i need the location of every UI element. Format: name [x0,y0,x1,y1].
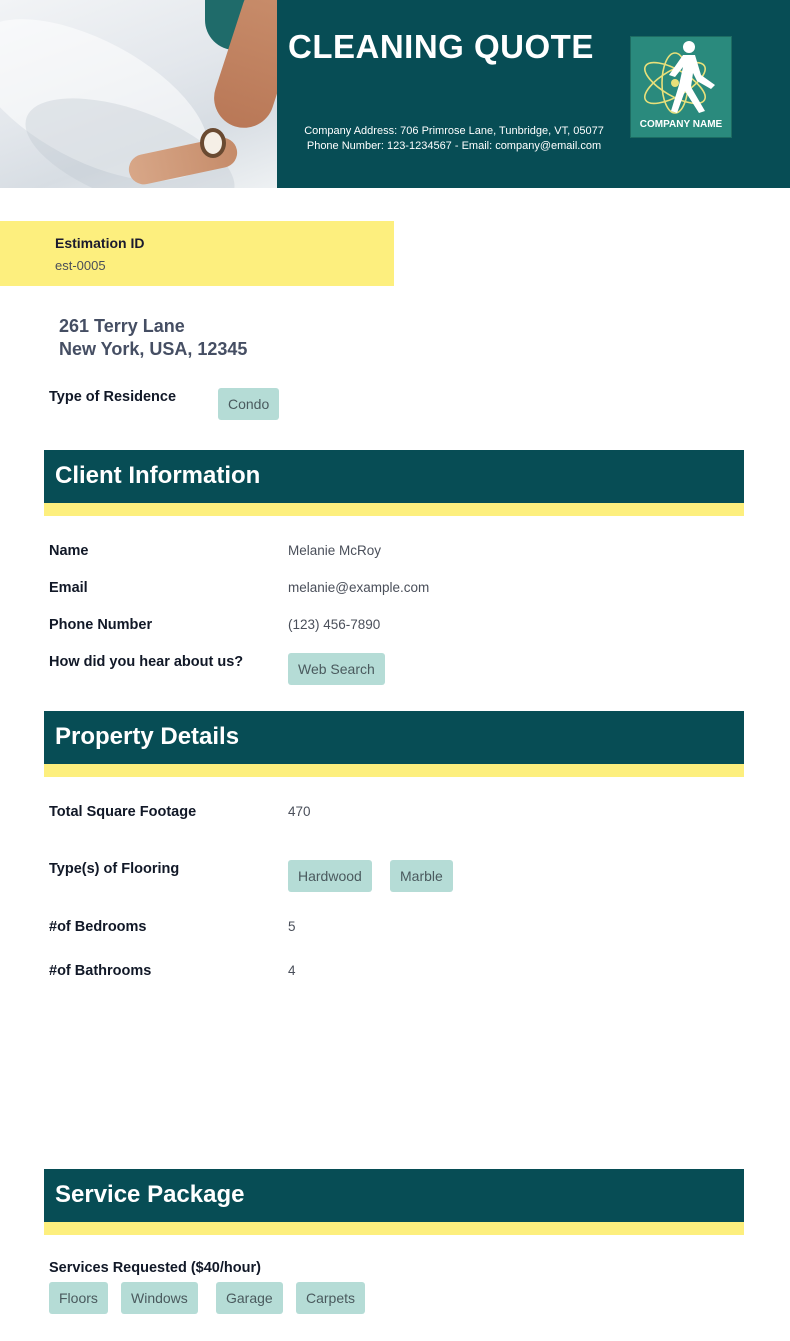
company-contact [290,124,618,154]
company-logo [630,36,732,138]
address-line2: New York, USA, 12345 [59,339,248,359]
bathrooms-value: 4 [288,963,296,978]
flooring-chip: Hardwood [288,860,372,892]
residence-chip: Condo [218,388,279,420]
name-label: Name [49,543,89,559]
property-section-header [44,711,744,777]
section-title: Property Details [55,723,240,750]
header-banner [0,0,790,188]
logo-text: COMPANY NAME [639,119,723,130]
company-address: Company Address: 706 Primrose Lane, Tunbridge, VT, 05077 [304,125,604,137]
email-label: Email [49,580,88,596]
flooring-label: Type(s) of Flooring [49,861,180,877]
service-address [59,315,247,361]
service-chip: Floors [49,1282,108,1314]
service-chip: Windows [121,1282,198,1314]
services-requested-label: Services Requested ($40/hour) [49,1260,261,1276]
bedrooms-value: 5 [288,919,296,934]
flooring-chip: Marble [390,860,453,892]
estimation-label: Estimation ID [55,235,145,251]
email-value: melanie@example.com [288,580,430,595]
hero-photo [0,0,277,188]
source-chip: Web Search [288,653,385,685]
watch-icon [200,128,226,158]
name-value: Melanie McRoy [288,543,382,558]
bathrooms-label: #of Bathrooms [49,963,152,979]
phone-value: (123) 456-7890 [288,617,381,632]
section-title: Client Information [55,462,261,489]
company-phone-email: Phone Number: 123-1234567 - Email: company@email.com [306,140,602,152]
bedrooms-label: #of Bedrooms [49,919,147,935]
source-label: How did you hear about us? [49,654,244,670]
sqft-label: Total Square Footage [49,804,197,820]
service-section-header [44,1169,744,1235]
page-title: CLEANING QUOTE [288,28,594,65]
residence-label: Type of Residence [49,389,177,405]
phone-label: Phone Number [49,617,153,633]
estimation-box [0,221,394,286]
sqft-value: 470 [288,804,311,819]
client-section-header [44,450,744,516]
service-chip: Garage [216,1282,283,1314]
estimation-value: est-0005 [55,258,106,273]
section-title: Service Package [55,1181,245,1208]
address-line1: 261 Terry Lane [59,316,185,336]
service-chip: Carpets [296,1282,365,1314]
